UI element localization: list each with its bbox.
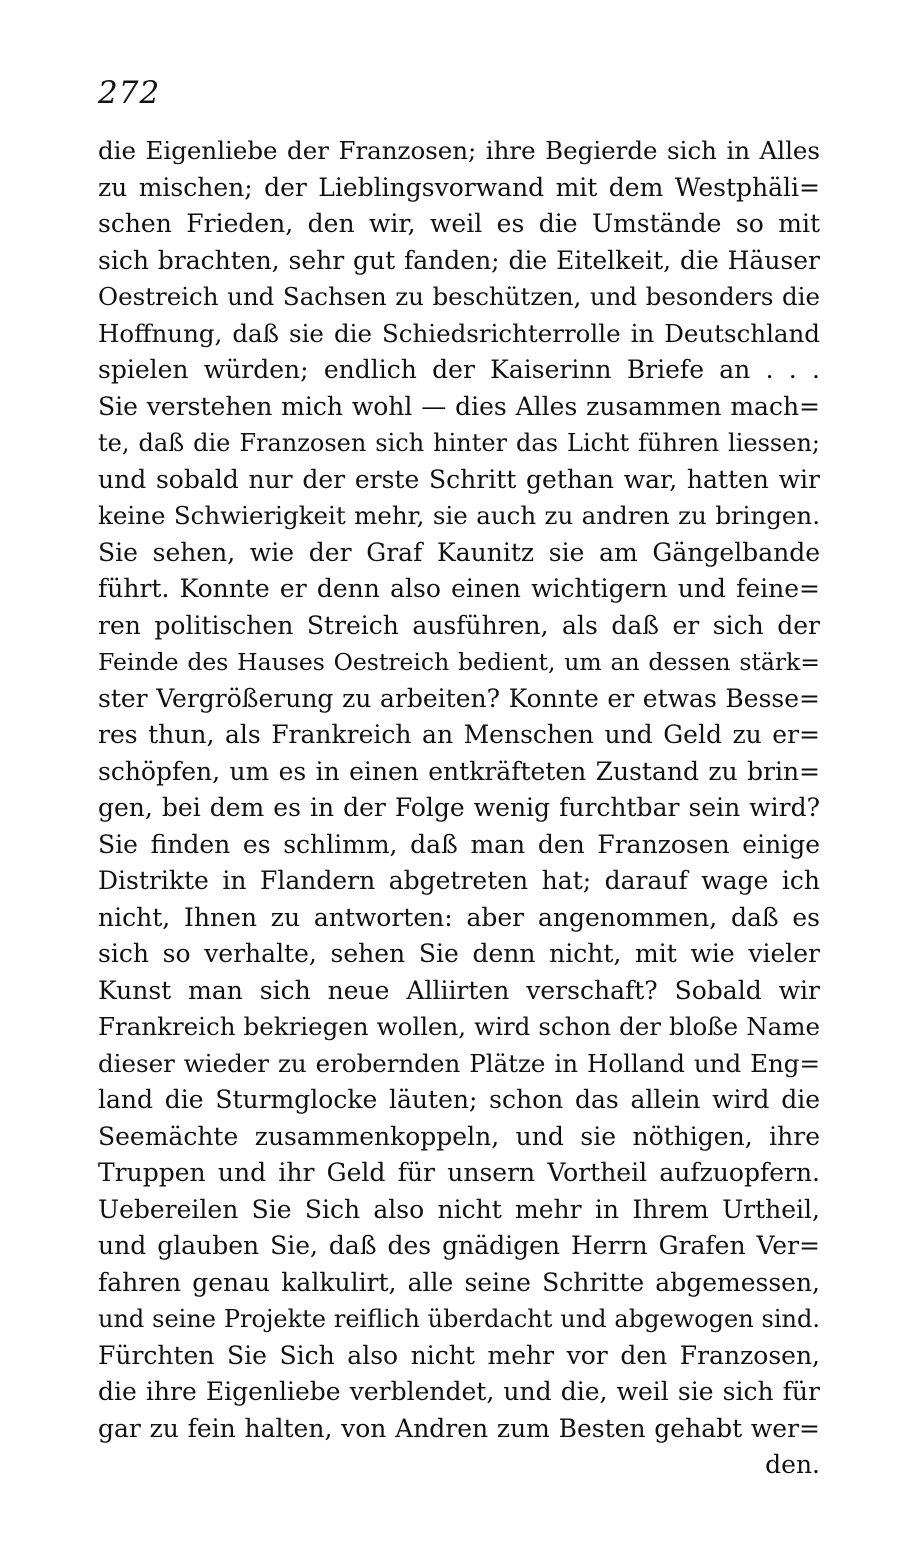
page-number: 272 — [98, 75, 161, 111]
text-line: spielen würden; endlich der Kaiserinn Briefe an . . . — [98, 355, 820, 384]
text-line: schöpfen, um es in einen entkräfteten Zustand zu brin= — [98, 756, 820, 786]
text-line: ster Vergrößerung zu arbeiten? Konnte er etwas Besse= — [98, 683, 820, 713]
text-line: und seine Projekte reiflich überdacht und abgewogen sind. — [98, 1305, 820, 1333]
text-line: und glauben Sie, daß des gnädigen Herrn Grafen Ver= — [98, 1231, 820, 1260]
text-line: nicht, Ihnen zu antworten: aber angenommen, daß es — [98, 902, 820, 932]
text-line: Fürchten Sie Sich also nicht mehr vor den Franzosen, — [98, 1340, 820, 1370]
text-line: Frankreich bekriegen wollen, wird schon der bloße Name — [98, 1012, 820, 1041]
text-line: sich brachten, sehr gut fanden; die Eitelkeit, die Häuser — [98, 245, 820, 275]
text-line: keine Schwierigkeit mehr, sie auch zu andren zu bringen. — [98, 501, 820, 530]
text-line: gen, bei dem es in der Folge wenig furchtbar sein wird? — [98, 793, 820, 822]
text-line: land die Sturmglocke läuten; schon das allein wird die — [98, 1085, 820, 1114]
text-line-last: den. — [765, 1450, 820, 1479]
text-line: schen Frieden, den wir, weil es die Umstände so mit — [98, 209, 820, 238]
text-line: Sie sehen, wie der Graf Kaunitz sie am Gängelbande — [98, 537, 820, 567]
text-line: die ihre Eigenliebe verblendet, und die, weil sie sich für — [98, 1377, 820, 1406]
text-line: Oestreich und Sachsen zu beschützen, und besonders die — [98, 282, 820, 311]
text-line: Hoffnung, daß sie die Schiedsrichterrolle in Deutschland — [98, 318, 820, 348]
text-line: Distrikte in Flandern abgetreten hat; darauf wage ich — [98, 866, 820, 895]
text-line: Truppen und ihr Geld für unsern Vortheil aufzuopfern. — [98, 1158, 820, 1187]
text-line: Seemächte zusammenkoppeln, und sie nöthigen, ihre — [98, 1121, 820, 1151]
text-line: sich so verhalte, sehen Sie denn nicht, mit wie vieler — [98, 939, 820, 968]
text-line: res thun, als Frankreich an Menschen und Geld zu er= — [98, 720, 820, 749]
text-line: fahren genau kalkulirt, alle seine Schritte abgemessen, — [98, 1267, 820, 1297]
text-line: ren politischen Streich ausführen, als daß er sich der — [98, 610, 820, 640]
text-line: Sie finden es schlimm, daß man den Franzosen einige — [98, 829, 820, 859]
body-text — [98, 133, 820, 1484]
text-line: Feinde des Hauses Oestreich bedient, um an dessen stärk= — [98, 648, 820, 676]
text-line: dieser wieder zu erobernden Plätze in Holland und Eng= — [98, 1048, 820, 1078]
text-line: führt. Konnte er denn also einen wichtigern und feine= — [98, 574, 820, 603]
text-line: und sobald nur der erste Schritt gethan war, hatten wir — [98, 464, 820, 494]
text-line: Sie verstehen mich wohl — dies Alles zusammen mach= — [98, 391, 820, 421]
text-line: die Eigenliebe der Franzosen; ihre Begierde sich in Alles — [98, 136, 820, 165]
text-line: zu mischen; der Lieblingsvorwand mit dem Westphäli= — [98, 172, 820, 202]
text-line: Uebereilen Sie Sich also nicht mehr in Ihrem Urtheil, — [98, 1194, 820, 1224]
text-line: gar zu fein halten, von Andren zum Besten gehabt wer= — [98, 1413, 820, 1443]
text-line: te, daß die Franzosen sich hinter das Licht führen liessen; — [98, 429, 820, 457]
text-line: Kunst man sich neue Alliirten verschaft? Sobald wir — [98, 975, 820, 1005]
